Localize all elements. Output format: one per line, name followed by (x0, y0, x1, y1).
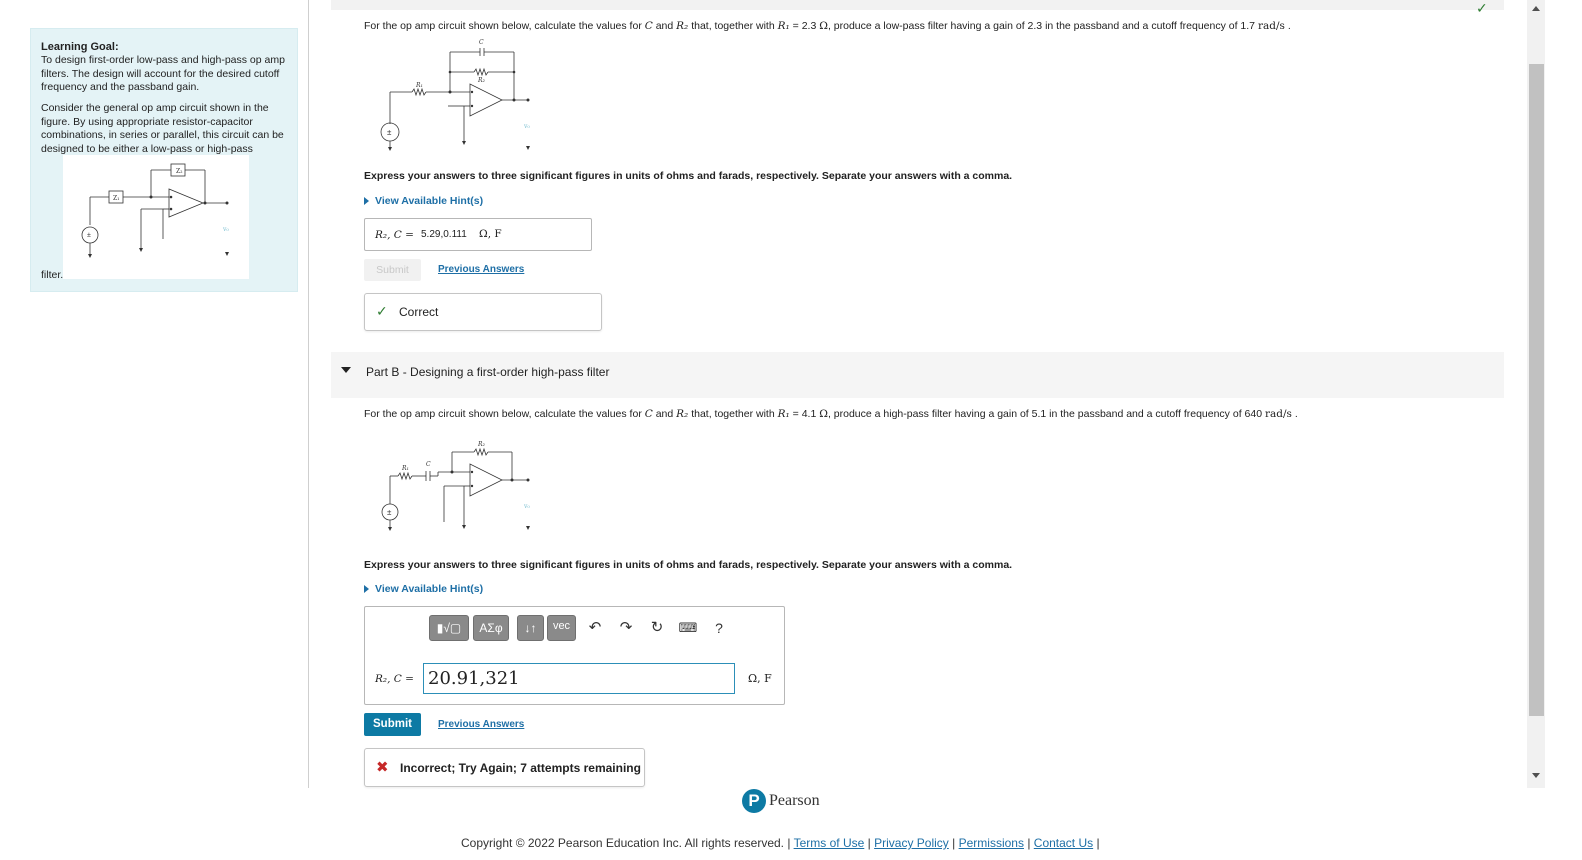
part-b-feedback (364, 748, 645, 787)
part-b-circuit-figure (374, 436, 544, 536)
part-a-answer-value: 5.29,0.111 (421, 229, 467, 240)
part-b-answer-units: Ω, F (748, 672, 772, 685)
greek-symbols-button[interactable]: ΑΣφ (473, 615, 509, 641)
general-circuit-diagram (63, 155, 249, 279)
z1-label: Z₁ (113, 195, 120, 202)
undo-icon[interactable]: ↶ (588, 619, 602, 636)
z2-label: Z₂ (176, 168, 183, 175)
r2-label: R₂ (478, 77, 485, 84)
part-a-hint-link[interactable]: View Available Hint(s) (364, 195, 483, 207)
c-label: C (426, 461, 431, 468)
vo-label: v₀ (223, 226, 229, 233)
learning-goal-text: To design first-order low-pass and high-pass op amp filters. The design will account for the desired cutoff frequency and the passband gain. (41, 54, 285, 93)
part-a-previous-answers-link[interactable]: Previous Answers (438, 264, 525, 275)
scrollbar-thumb[interactable] (1529, 64, 1544, 716)
svg-text:±: ± (387, 508, 392, 517)
redo-icon[interactable]: ↷ (619, 619, 633, 636)
part-b-header[interactable] (331, 352, 1504, 398)
vo-label: v₀ (524, 123, 530, 130)
r2-label: R₂ (478, 441, 485, 448)
part-b-submit-button[interactable]: Submit (364, 713, 421, 736)
help-icon[interactable]: ? (715, 620, 723, 636)
r1-label: R₁ (402, 465, 409, 472)
r1-label: R₁ (416, 82, 423, 89)
part-a-submit-button[interactable]: Submit (364, 259, 421, 281)
permissions-link[interactable]: Permissions (958, 836, 1024, 850)
part-a-instruction: Express your answers to three significant figures in units of ohms and farads, respectively. Separate your answers with a comma. (364, 170, 1013, 182)
column-divider (308, 0, 309, 788)
part-a-answer-label: R₂, C = (375, 229, 414, 241)
copyright-text: Copyright © 2022 Pearson Education Inc. All rights reserved. (461, 836, 785, 850)
collapse-triangle-icon[interactable] (341, 367, 351, 373)
part-b-question: For the op amp circuit shown below, calculate the values for C and R₂ that, together with R₁ = 4.1 Ω, produce a high-pass filter having a gain of 5.1 in the passband and a cutoff frequency of 640 rad/s . (364, 408, 1298, 420)
arrows-button[interactable]: ↓↑ (517, 615, 544, 641)
pearson-logo-icon: P (742, 789, 766, 813)
math-toolbar (423, 615, 785, 655)
part-a-header-remnant (331, 0, 1504, 10)
part-a-feedback-text: Correct (399, 305, 439, 319)
svg-text:±: ± (87, 232, 91, 239)
learning-goal-title: Learning Goal: (41, 41, 119, 53)
scroll-up-arrow-icon[interactable] (1532, 6, 1540, 11)
check-icon: ✓ (376, 303, 388, 319)
part-b-answer-label: R₂, C = (375, 673, 414, 685)
part-b-answer-input[interactable]: 20.91,321 (423, 663, 735, 694)
part-b-hint-link[interactable]: View Available Hint(s) (364, 583, 483, 595)
keyboard-icon[interactable]: ⌨ (678, 620, 698, 635)
vo-label: v₀ (524, 503, 530, 510)
check-icon: ✓ (1476, 0, 1488, 16)
c-label: C (479, 39, 484, 46)
high-pass-circuit-diagram (374, 436, 544, 536)
part-a-answer-units: Ω, F (479, 228, 502, 240)
templates-button[interactable]: ▮√▢ (429, 615, 469, 641)
contact-us-link[interactable]: Contact Us (1033, 836, 1094, 850)
expand-triangle-icon (364, 197, 369, 205)
general-circuit-figure (63, 155, 249, 279)
svg-text:±: ± (387, 128, 392, 137)
part-b-title: Part B - Designing a first-order high-pass filter (366, 365, 610, 379)
expand-triangle-icon (364, 585, 369, 593)
consider-text: Consider the general op amp circuit shown in the figure. By using appropriate resistor-capacitor combinations, in series or parallel, this circuit can be designed to be either a low-pass or high-pass (41, 102, 284, 155)
vec-button[interactable]: vec (547, 615, 576, 641)
learning-goal-panel (30, 28, 298, 292)
part-b-feedback-text: Incorrect; Try Again; 7 attempts remaining (400, 761, 641, 775)
privacy-policy-link[interactable]: Privacy Policy (874, 836, 949, 850)
terms-of-use-link[interactable]: Terms of Use (793, 836, 865, 850)
part-b-previous-answers-link[interactable]: Previous Answers (438, 719, 525, 730)
filter-word: filter. (41, 269, 64, 281)
low-pass-circuit-diagram (374, 36, 544, 154)
pearson-brand: Pearson (769, 792, 820, 809)
reset-icon[interactable]: ↻ (650, 619, 664, 636)
part-a-feedback (364, 293, 602, 331)
part-a-question: For the op amp circuit shown below, calculate the values for C and R₂ that, together with R₁ = 2.3 Ω, produce a low-pass filter having a gain of 2.3 in the passband and a cutoff frequency of 1.7 rad/s . (364, 20, 1291, 32)
part-a-circuit-figure (374, 36, 544, 154)
part-b-instruction: Express your answers to three significant figures in units of ohms and farads, respectively. Separate your answers with a comma. (364, 559, 1013, 571)
footer-links: Copyright © 2022 Pearson Education Inc. All rights reserved. | Terms of Use | Privacy Policy | Permissions | Contact Us | (461, 836, 1100, 850)
part-b-answer-box (364, 606, 785, 705)
scroll-down-arrow-icon[interactable] (1532, 773, 1540, 778)
part-a-answer-box (364, 218, 592, 251)
x-icon: ✖ (376, 759, 389, 776)
